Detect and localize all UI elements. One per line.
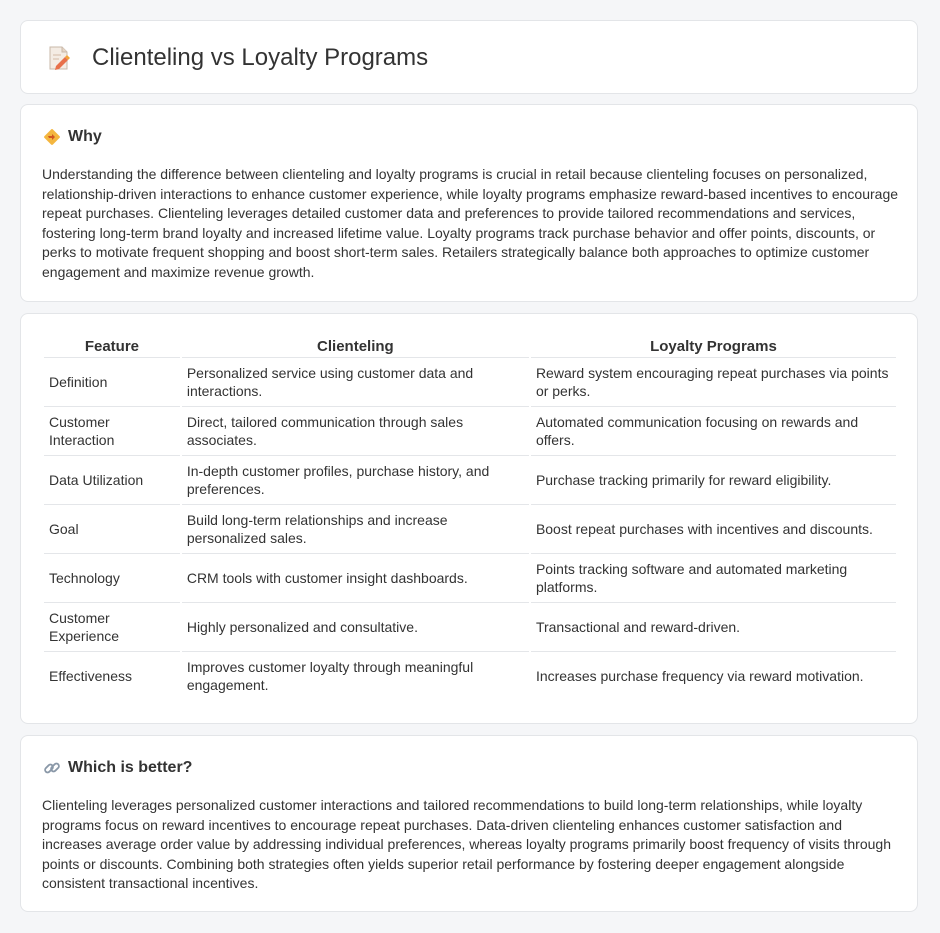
row-feature: Technology bbox=[44, 554, 180, 603]
row-loyalty: Reward system encouraging repeat purchases via points or perks. bbox=[531, 358, 896, 407]
row-feature: Customer Experience bbox=[44, 603, 180, 652]
table-row bbox=[44, 652, 896, 700]
row-clienteling: Direct, tailored communication through sales associates. bbox=[182, 407, 529, 456]
better-text: Clienteling leverages personalized customer interactions and tailored recommendations to build long-term relationships, while loyalty programs focus on reward incentives to encourage repeat purchases. Data-driven clienteling enhances customer satisfaction and increases average order value by addressing individual preferences, whereas loyalty programs primarily boost frequency of visits through points or discounts. Combining both strategies often yields superior retail performance by fostering deeper engagement alongside consistent transactional incentives. bbox=[42, 797, 891, 891]
table-header-row bbox=[44, 336, 896, 358]
table-row bbox=[44, 456, 896, 505]
row-feature: Effectiveness bbox=[49, 668, 133, 684]
better-title: Which is better? bbox=[68, 759, 193, 776]
row-loyalty: Boost repeat purchases with incentives and discounts. bbox=[531, 505, 896, 554]
row-loyalty: Increases purchase frequency via reward motivation. bbox=[535, 668, 864, 684]
row-loyalty: Points tracking software and automated marketing platforms. bbox=[531, 554, 896, 603]
table-row bbox=[44, 505, 896, 554]
row-clienteling: Improves customer loyalty through meaningful engagement. bbox=[186, 659, 474, 693]
row-clienteling: Personalized service using customer data and interactions. bbox=[182, 358, 529, 407]
why-title: Why bbox=[68, 128, 102, 145]
comparison-table bbox=[42, 336, 898, 700]
which-is-better-section bbox=[20, 735, 918, 912]
row-feature: Customer Interaction bbox=[44, 407, 180, 456]
row-loyalty: Purchase tracking primarily for reward eligibility. bbox=[531, 456, 896, 505]
row-loyalty: Automated communication focusing on rewards and offers. bbox=[531, 407, 896, 456]
table-row bbox=[44, 603, 896, 652]
header-loyalty-programs: Loyalty Programs bbox=[531, 336, 896, 358]
table-row bbox=[44, 407, 896, 456]
comparison-table-card bbox=[20, 313, 918, 724]
header-card bbox=[20, 20, 918, 94]
row-feature: Goal bbox=[44, 505, 180, 554]
row-loyalty: Transactional and reward-driven. bbox=[531, 603, 896, 652]
page-title: Clienteling vs Loyalty Programs bbox=[92, 44, 429, 71]
table-row bbox=[44, 358, 896, 407]
row-clienteling: Highly personalized and consultative. bbox=[182, 603, 529, 652]
why-text: Understanding the difference between clienteling and loyalty programs is crucial in retail because clienteling focuses on personalized, relationship-driven interactions to enhance customer experience, while loyalty programs emphasize reward-based incentives to encourage repeat purchases. Clienteling leverages detailed customer data and preferences to provide tailored recommendations and services, fostering long-term brand loyalty and increased lifetime value. Loyalty programs track purchase behavior and offer points, discounts, or perks to motivate frequent shopping and boost short-term sales. Retailers strategically balance both approaches to optimize customer engagement and maximize revenue growth. bbox=[42, 166, 899, 280]
row-clienteling: CRM tools with customer insight dashboards. bbox=[182, 554, 529, 603]
row-feature: Data Utilization bbox=[44, 456, 180, 505]
header-clienteling: Clienteling bbox=[182, 336, 529, 358]
row-feature: Definition bbox=[44, 358, 180, 407]
row-clienteling: In-depth customer profiles, purchase history, and preferences. bbox=[182, 456, 529, 505]
link-icon bbox=[43, 759, 61, 777]
header-feature: Feature bbox=[44, 336, 180, 358]
why-section bbox=[20, 104, 918, 302]
table-row bbox=[44, 554, 896, 603]
diamond-sign-icon bbox=[43, 128, 61, 146]
document-pencil-icon bbox=[47, 45, 71, 71]
row-clienteling: Build long-term relationships and increase personalized sales. bbox=[182, 505, 529, 554]
